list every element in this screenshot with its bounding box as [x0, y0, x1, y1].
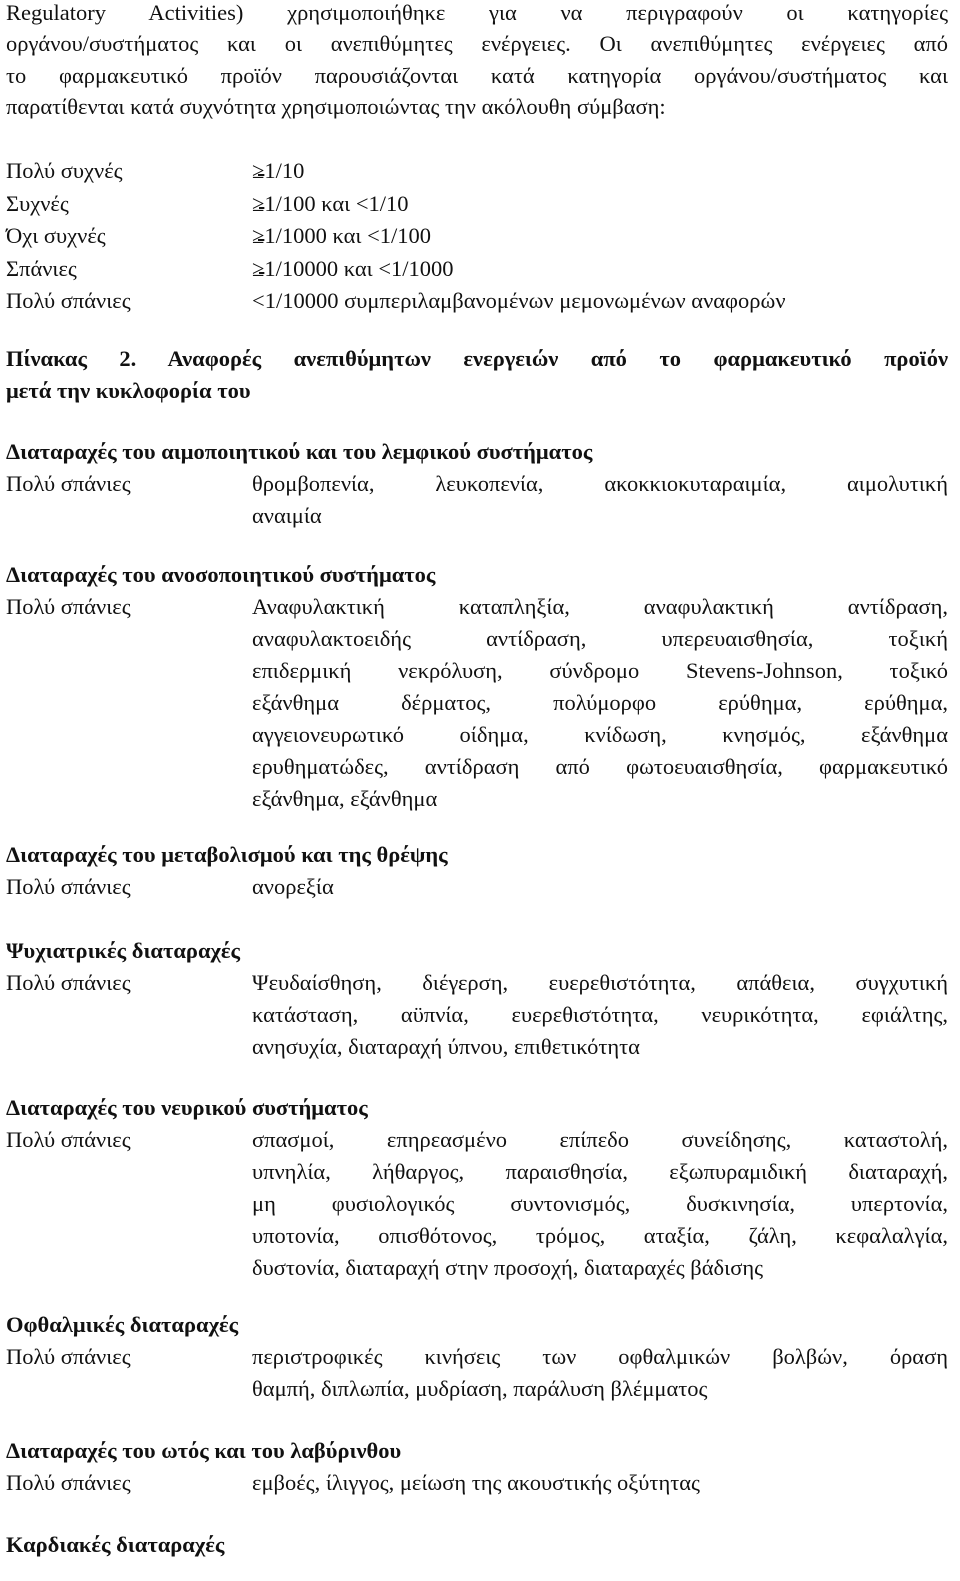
section-title: Διαταραχές του μεταβολισμού και της θρέψης — [6, 842, 448, 867]
frequency-row — [6, 285, 948, 318]
reactions-line: αγγειονευρωτικό οίδημα, κνίδωση, κνησμός, εξάνθημα — [252, 722, 948, 747]
frequency-row — [6, 220, 948, 253]
reactions-line: αναφυλακτοειδής αντίδραση, υπερευαισθησία, τοξική — [252, 626, 948, 651]
frequency-value — [252, 253, 948, 286]
reactions-line: Αναφυλακτική καταπληξία, αναφυλακτική αντίδραση, — [252, 594, 948, 619]
reactions-line: επιδερμική νεκρόλυση, σύνδρομο Stevens-Johnson, τοξικό — [252, 658, 948, 683]
reactions-text — [252, 1467, 948, 1499]
reactions-line: υποτονία, οπισθότονος, τρόμος, αταξία, ζάλη, κεφαλαλγία, — [252, 1223, 948, 1248]
ge-symbol: ≥ — [252, 223, 265, 248]
frequency-label: Πολύ σπάνιες — [6, 1127, 131, 1152]
section-row — [6, 1341, 948, 1405]
reactions-text — [252, 967, 948, 1063]
frequency-range: 1/1000 και <1/100 — [264, 223, 432, 248]
soc-section — [6, 1529, 948, 1561]
section-row — [6, 1124, 948, 1284]
reactions-line: θρομβοπενία, λευκοπενία, ακοκκιοκυταραιμία, αιμολυτική — [252, 471, 948, 496]
frequency-convention-table — [6, 155, 948, 318]
reactions-line: ερυθηματώδες, αντίδραση από φωτοευαισθησία, φαρμακευτικό — [252, 754, 948, 779]
section-row — [6, 871, 948, 903]
section-title: Ψυχιατρικές διαταραχές — [6, 938, 240, 963]
reactions-text — [252, 1341, 948, 1405]
frequency-label: Πολύ σπάνιες — [6, 874, 131, 899]
frequency-row — [6, 253, 948, 286]
frequency-label: Όχι συχνές — [6, 223, 106, 248]
frequency-label: Συχνές — [6, 190, 69, 216]
frequency-range: <1/10000 συμπεριλαμβανομένων μεμονωμένων αναφορών — [252, 288, 786, 313]
reactions-line: μη φυσιολογικός συντονισμός, δυσκινησία, υπερτονία, — [252, 1191, 948, 1216]
ge-symbol: ≥ — [252, 255, 265, 281]
frequency-range: 1/10000 και <1/1000 — [264, 255, 454, 281]
reactions-line: θαμπή, διπλωπία, μυδρίαση, παράλυση βλέμματος — [252, 1376, 708, 1401]
soc-section — [6, 1435, 948, 1499]
soc-section — [6, 1092, 948, 1284]
frequency-label: Πολύ σπάνιες — [6, 970, 131, 995]
table-caption — [6, 343, 948, 407]
reactions-line: σπασμοί, επηρεασμένο επίπεδο συνείδησης, καταστολή, — [252, 1127, 948, 1152]
frequency-row — [6, 155, 948, 188]
frequency-label: Πολύ σπάνιες — [6, 594, 131, 619]
reactions-line: περιστροφικές κινήσεις των οφθαλμικών βολβών, όραση — [252, 1344, 948, 1369]
section-row — [6, 468, 948, 532]
soc-section — [6, 1309, 948, 1405]
frequency-label: Πολύ συχνές — [6, 158, 123, 183]
section-row — [6, 1467, 948, 1499]
reactions-line: κατάσταση, αϋπνία, ευερεθιστότητα, νευρικότητα, εφιάλτης, — [252, 1002, 948, 1027]
reactions-line: Ψευδαίσθηση, διέγερση, ευερεθιστότητα, απάθεια, συγχυτική — [252, 970, 948, 995]
intro-line: το φαρμακευτικό προϊόν παρουσιάζονται κατά κατηγορία οργάνου/συστήματος και — [6, 62, 948, 88]
intro-paragraph — [6, 0, 948, 122]
caption-line: Πίνακας 2. Αναφορές ανεπιθύμητων ενεργειών από το φαρμακευτικό προϊόν — [6, 346, 948, 371]
reactions-line: ανορεξία — [252, 874, 334, 899]
frequency-range: 1/100 και <1/10 — [264, 190, 409, 216]
reactions-text — [252, 871, 948, 903]
reactions-text — [252, 468, 948, 532]
intro-line: παρατίθενται κατά συχνότητα χρησιμοποιώντας την ακόλουθη σύμβαση: — [6, 93, 666, 119]
reactions-line: ανησυχία, διαταραχή ύπνου, επιθετικότητα — [252, 1034, 640, 1059]
soc-section — [6, 559, 948, 815]
section-title: Καρδιακές διαταραχές — [6, 1532, 225, 1557]
reactions-line: εξάνθημα, εξάνθημα — [252, 786, 438, 811]
reactions-line: εμβοές, ίλιγγος, μείωση της ακουστικής οξύτητας — [252, 1470, 700, 1495]
section-row — [6, 967, 948, 1063]
frequency-label: Πολύ σπάνιες — [6, 1470, 131, 1495]
section-title: Οφθαλμικές διαταραχές — [6, 1312, 239, 1337]
frequency-row — [6, 188, 948, 221]
intro-line: οργάνου/συστήματος και οι ανεπιθύμητες ενέργειες. Οι ανεπιθύμητες ενέργειες από — [6, 31, 948, 57]
frequency-value — [252, 220, 948, 253]
soc-section — [6, 935, 948, 1063]
section-title: Διαταραχές του ανοσοποιητικού συστήματος — [6, 562, 436, 587]
soc-section — [6, 839, 948, 903]
reactions-line: εξάνθημα δέρματος, πολύμορφο ερύθημα, ερύθημα, — [252, 690, 948, 715]
frequency-value — [252, 155, 948, 188]
reactions-line: αναιμία — [252, 503, 322, 528]
section-title: Διαταραχές του αιμοποιητικού και του λεμφικού συστήματος — [6, 439, 593, 464]
reactions-text — [252, 591, 948, 815]
frequency-value — [252, 285, 948, 318]
frequency-label: Πολύ σπάνιες — [6, 288, 131, 313]
ge-symbol: ≥ — [252, 158, 265, 183]
reactions-text — [252, 1124, 948, 1284]
caption-line: μετά την κυκλοφορία του — [6, 378, 251, 403]
frequency-label: Σπάνιες — [6, 255, 77, 281]
soc-section — [6, 436, 948, 532]
reactions-line: υπνηλία, λήθαργος, παραισθησία, εξωπυραμιδική διαταραχή, — [252, 1159, 948, 1184]
frequency-label: Πολύ σπάνιες — [6, 1344, 131, 1369]
frequency-label: Πολύ σπάνιες — [6, 471, 131, 496]
intro-line: Regulatory Activities) χρησιμοποιήθηκε για να περιγραφούν οι κατηγορίες — [6, 0, 948, 25]
section-row — [6, 591, 948, 815]
ge-symbol: ≥ — [252, 190, 265, 216]
frequency-value — [252, 188, 948, 221]
frequency-range: 1/10 — [264, 158, 305, 183]
section-title: Διαταραχές του νευρικού συστήματος — [6, 1095, 368, 1120]
reactions-line: δυστονία, διαταραχή στην προσοχή, διαταραχές βάδισης — [252, 1255, 764, 1280]
section-title: Διαταραχές του ωτός και του λαβύρινθου — [6, 1438, 402, 1463]
